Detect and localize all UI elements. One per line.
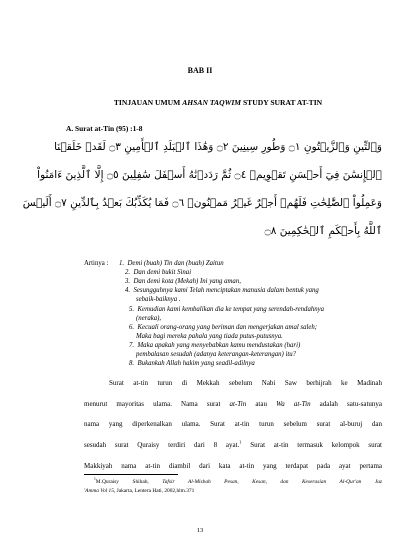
body-paragraph-line: menurut mayoritas ulama. Nama surat at-Tin atau Wa at-Tin adalah satu-satunya — [84, 400, 382, 408]
translation-label: Artinya : — [84, 260, 109, 267]
arabic-verse-line: وَٱلتِّينِ وَٱلزَّيۡتُونِ ۝١ وَطُورِ سِينِينَ ۝٢ وَهَٰذَا ٱلۡبَلَدِ ٱلۡأَمِينِ ۝٣ لَقَدۡ خَلَقۡنَا — [54, 141, 382, 153]
translation-item: 8. Bukankah Allah hakim yang seadil-adilnya — [129, 360, 255, 367]
subtitle-italic: AHSAN TAQWIM — [182, 98, 242, 107]
translation-item: 2. Dan demi bukit Sinai — [125, 269, 192, 276]
subtitle-part1: TINJAUAN UMUM — [113, 98, 183, 107]
section-heading: A. Surat at-Tin (95) :1-8 — [66, 124, 143, 133]
footnote-ref[interactable]: 1 — [239, 439, 242, 445]
translation-item: 5. Kemudian kami kembalikan dia ke tempat yang serendah-rendahnya — [129, 306, 325, 313]
translation-item: 6. Kecuali orang-orang yang beriman dan mengerjakan amal saleh; — [129, 324, 318, 331]
footnote-line: $^1$M.Quraisy Shihab, Tafsir Al-Misbah Pesan, Kesan, dan Keserasian Al-Qur'an Juz — [94, 477, 383, 485]
chapter-heading: BAB II — [187, 66, 213, 75]
body-paragraph-line: nama yang diperkenalkan ulama. Surat at-tin turun sebelum surat al-buruj dan — [84, 420, 382, 428]
arabic-verse-line: وَعَمِلُواْ ٱلصَّٰلِحَٰتِ فَلَهُمۡ أَجۡرٌ غَيۡرُ مَمۡنُونٖ ۝٦ فَمَا يُكَذِّبُكَ بَعۡدُ بِٱلدِّينِ ۝٧ أَلَيۡسَ — [22, 197, 382, 209]
arabic-verse-line: ٱللَّهُ بِأَحۡكَمِ ٱلۡحَٰكِمِينَ ۝٨ — [264, 225, 382, 237]
body-paragraph-line: Makkiyah nama at-tin diambil dari kata at-tin yang terdapat pada ayat pertama — [84, 462, 382, 470]
footnote-line: 'Amma Vol 15, Jakarta, Lentera Hati, 2002,hlm.371 — [84, 488, 195, 494]
arabic-verse-line: ٱلۡإِنسَٰنَ فِيٓ أَحۡسَنِ تَقۡوِيمٖ ۝٤ ثُمَّ رَدَدۡنَٰهُ أَسۡفَلَ سَٰفِلِينَ ۝٥ إِلَّا ٱلَّذِينَ ءَامَنُواْ — [37, 169, 382, 181]
subtitle-part2: STUDY SURAT AT-TIN — [241, 98, 323, 107]
chapter-subtitle — [58, 98, 378, 107]
translation-item: 4. Sesungguhnya kami Telah menciptakan manusia dalam bentuk yang — [125, 287, 319, 294]
translation-item-continued: sebaik-baiknya . — [136, 296, 181, 303]
footnote-divider — [84, 474, 178, 475]
translation-item-continued: (neraka), — [136, 315, 162, 322]
translation-item: 7. Maka apakah yang menyebabkan kamu mendustakan (hari) — [129, 342, 301, 349]
translation-item: 1. Demi (buah) Tin dan (buah) Zaitun — [119, 260, 224, 267]
translation-item: 3. Dan demi kota (Mekah) Ini yang aman, — [125, 278, 241, 285]
page-number: 13 — [196, 527, 204, 534]
body-paragraph-line: Surat at-tin turun di Mekkah sebelum Nabi Saw berhijrah ke Madinah — [109, 379, 382, 387]
body-paragraph-line: sesudah surat Quraisy terdiri dari 8 ayat.$^1$ Surat at-tin termasuk kelompok surat — [84, 439, 382, 449]
translation-item-continued: pembalasan sesudah (adanya keterangan-keterangan) itu? — [136, 351, 297, 358]
translation-item-continued: Maka bagi mereka pahala yang tiada putus-putusnya. — [136, 333, 283, 340]
